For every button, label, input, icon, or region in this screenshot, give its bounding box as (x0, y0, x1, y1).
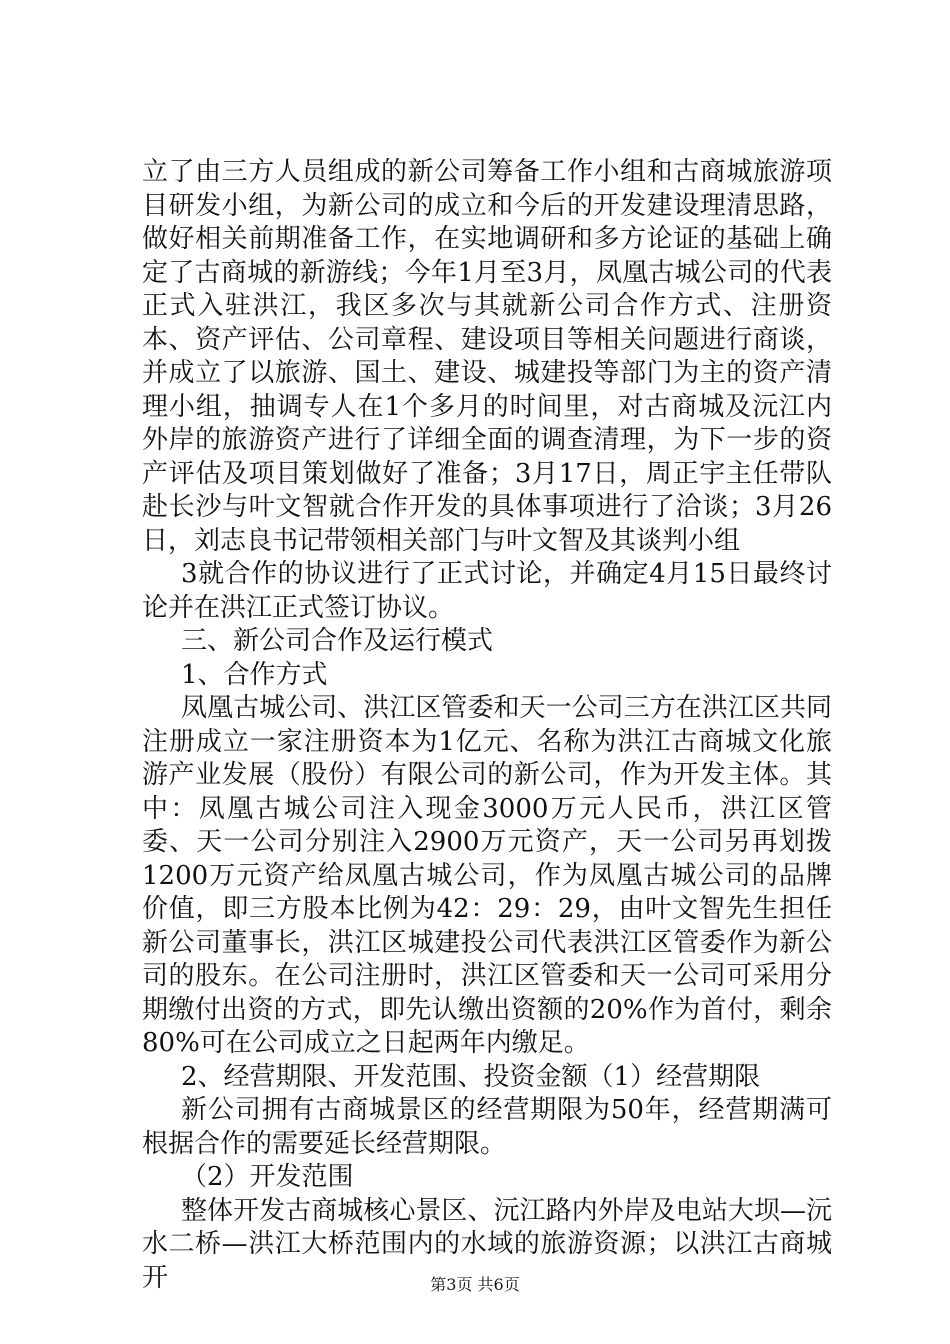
paragraph-agreement: 3就合作的协议进行了正式讨论，并确定4月15日最终讨论并在洪江正式签订协议。 (142, 559, 832, 623)
paragraph-continued: 立了由三方人员组成的新公司筹备工作小组和古商城旅游项目研发小组，为新公司的成立和今后的开发建设理清思路，做好相关前期准备工作，在实地调研和多方论证的基础上确定了古商城的新游线；今年1月至3月，凤凰古城公司的代表正式入驻洪江，我区多次与其就新公司合作方式、注册资本、资产评估、公司章程、建设项目等相关问题进行商谈，并成立了以旅游、国土、建设、城建投等部门为主的资产清理小组，抽调专人在1个多月的时间里，对古商城及沅江内外岸的旅游资产进行了详细全面的调查清理，为下一步的资产评估及项目策划做好了准备；3月17日，周正宇主任带队赴长沙与叶文智就合作开发的具体事项进行了洽谈；3月26日，刘志良书记带领相关部门与叶文智及其谈判小组 (142, 157, 832, 556)
subsection-heading-term: 2、经营期限、开发范围、投资金额（1）经营期限 (181, 1061, 761, 1092)
document-body (142, 156, 832, 1295)
paragraph-cooperation: 凤凰古城公司、洪江区管委和天一公司三方在洪江区共同注册成立一家注册资本为1亿元、名称为洪江古商城文化旅游产业发展（股份）有限公司的新公司，作为开发主体。其中：凤凰古城公司注入现金3000万元人民币，洪江区管委、天一公司分别注入2900万元资产，天一公司另再划拨1200万元资产给凤凰古城公司，作为凤凰古城公司的品牌价值，即三方股本比例为42：29：29，由叶文智先生担任新公司董事长，洪江区城建投公司代表洪江区管委作为新公司的股东。在公司注册时，洪江区管委和天一公司可采用分期缴付出资的方式，即先认缴出资额的20%作为首付，剩余80%可在公司成立之日起两年内缴足。 (142, 693, 832, 1058)
page-footer: 第3页 共6页 (430, 1275, 520, 1294)
section-heading: 三、新公司合作及运行模式 (181, 626, 494, 656)
subsection-heading-cooperation: 1、合作方式 (181, 659, 328, 690)
paragraph-term: 新公司拥有古商城景区的经营期限为50年，经营期满可根据合作的需要延长经营期限。 (142, 1095, 832, 1159)
paragraph-scope: 整体开发古商城核心景区、沅江路内外岸及电站大坝—沅水二桥—洪江大桥范围内的水域的旅游资源；以洪江古商城开 (142, 1195, 832, 1293)
subsection-heading-scope: （2）开发范围 (181, 1162, 354, 1192)
